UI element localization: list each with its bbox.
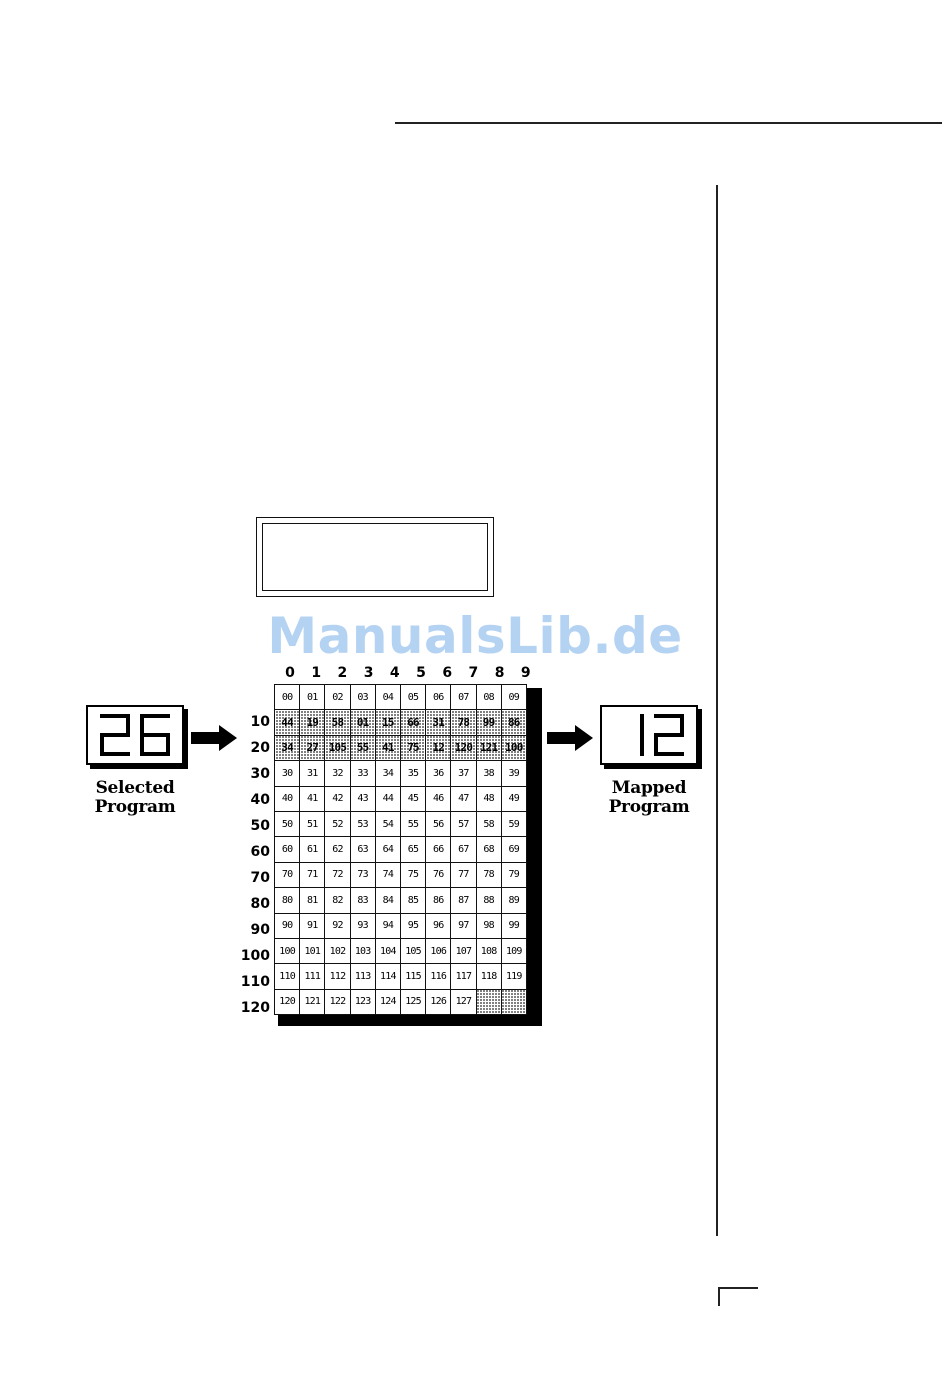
grid-cell: 44 <box>375 786 400 811</box>
grid-cell: 52 <box>325 811 350 836</box>
grid-cell: 74 <box>375 862 400 887</box>
page-corner-mark <box>718 1287 758 1289</box>
grid-cell: 59 <box>501 811 526 836</box>
grid-cell: 41 <box>375 735 400 760</box>
grid-cell: 79 <box>501 862 526 887</box>
grid-cell: 92 <box>325 913 350 938</box>
grid-cell <box>476 989 501 1014</box>
grid-row <box>275 989 527 1014</box>
grid-cell: 86 <box>501 710 526 735</box>
grid-row <box>275 786 527 811</box>
grid-row <box>275 862 527 887</box>
grid-row-header: 30 <box>250 766 270 782</box>
grid-cell: 32 <box>325 761 350 786</box>
grid-cell: 31 <box>300 761 325 786</box>
grid-row-header: 50 <box>250 818 270 834</box>
grid-row <box>275 761 527 786</box>
mapped-program-digits <box>602 707 696 763</box>
grid-cell: 116 <box>426 964 451 989</box>
grid-cell: 76 <box>426 862 451 887</box>
header-rule <box>395 122 942 124</box>
grid-cell: 86 <box>426 888 451 913</box>
grid-cell: 117 <box>451 964 476 989</box>
page-corner-mark-vertical <box>718 1287 720 1306</box>
margin-rule <box>716 185 718 1236</box>
grid-cell: 02 <box>325 685 350 710</box>
grid-column-header: 4 <box>389 665 400 681</box>
grid-cell: 31 <box>426 710 451 735</box>
grid-row-header: 60 <box>250 844 270 860</box>
grid-cell: 49 <box>501 786 526 811</box>
grid-cell: 90 <box>275 913 300 938</box>
grid-cell: 71 <box>300 862 325 887</box>
grid-cell: 54 <box>375 811 400 836</box>
grid-cell: 65 <box>400 837 425 862</box>
grid-row-header: 80 <box>250 896 270 912</box>
selected-caption-line2: Program <box>94 797 176 817</box>
grid-cell: 01 <box>350 710 375 735</box>
grid-cell: 120 <box>275 989 300 1014</box>
grid-cell: 68 <box>476 837 501 862</box>
grid-cell <box>501 989 526 1014</box>
grid-cell: 61 <box>300 837 325 862</box>
grid-cell: 00 <box>275 685 300 710</box>
mapped-caption-line1: Mapped <box>611 778 687 798</box>
grid-cell: 03 <box>350 685 375 710</box>
grid-cell: 127 <box>451 989 476 1014</box>
grid-cell: 62 <box>325 837 350 862</box>
grid-cell: 41 <box>300 786 325 811</box>
grid-cell: 110 <box>275 964 300 989</box>
grid-cell: 115 <box>400 964 425 989</box>
grid-row-header: 70 <box>250 870 270 886</box>
grid-cell: 84 <box>375 888 400 913</box>
grid-cell: 50 <box>275 811 300 836</box>
grid-column-header: 2 <box>337 665 348 681</box>
grid-row-header: 10 <box>250 714 270 730</box>
grid-cell: 111 <box>300 964 325 989</box>
grid-cell: 85 <box>400 888 425 913</box>
grid-cell: 30 <box>275 761 300 786</box>
grid-cell: 40 <box>275 786 300 811</box>
grid-cell: 93 <box>350 913 375 938</box>
grid-cell: 126 <box>426 989 451 1014</box>
grid-row <box>275 710 527 735</box>
lcd-display-screen <box>262 523 488 591</box>
grid-row <box>275 811 527 836</box>
grid-cell: 42 <box>325 786 350 811</box>
grid-cell: 107 <box>451 938 476 963</box>
grid-cell: 91 <box>300 913 325 938</box>
grid-cell: 67 <box>451 837 476 862</box>
grid-cell: 123 <box>350 989 375 1014</box>
grid-cell: 109 <box>501 938 526 963</box>
grid-cell: 70 <box>275 862 300 887</box>
grid-cell: 99 <box>501 913 526 938</box>
grid-cell: 35 <box>400 761 425 786</box>
grid-cell: 105 <box>400 938 425 963</box>
grid-cell: 99 <box>476 710 501 735</box>
grid-cell: 60 <box>275 837 300 862</box>
mapped-caption-line2: Program <box>608 797 690 817</box>
grid-cell: 43 <box>350 786 375 811</box>
grid-cell: 121 <box>300 989 325 1014</box>
grid-cell: 55 <box>350 735 375 760</box>
grid-column-header: 6 <box>442 665 453 681</box>
grid-row-header: 40 <box>250 792 270 808</box>
grid-cell: 69 <box>501 837 526 862</box>
grid-cell: 07 <box>451 685 476 710</box>
grid-cell: 81 <box>300 888 325 913</box>
arrow-right-icon <box>547 723 597 753</box>
grid-cell: 33 <box>350 761 375 786</box>
grid-cell: 103 <box>350 938 375 963</box>
mapped-program-display <box>600 705 698 765</box>
grid-row <box>275 913 527 938</box>
grid-cell: 44 <box>275 710 300 735</box>
grid-cell: 66 <box>426 837 451 862</box>
grid-cell: 73 <box>350 862 375 887</box>
mapped-program-caption <box>584 779 714 817</box>
grid-cell: 125 <box>400 989 425 1014</box>
grid-cell: 45 <box>400 786 425 811</box>
grid-row-header: 110 <box>240 974 270 990</box>
grid-cell: 78 <box>451 710 476 735</box>
grid-cell: 83 <box>350 888 375 913</box>
grid-cell: 102 <box>325 938 350 963</box>
grid-row <box>275 735 527 760</box>
grid-cell: 09 <box>501 685 526 710</box>
grid-row-header: 120 <box>240 1000 270 1016</box>
grid-cell: 46 <box>426 786 451 811</box>
grid-column-header: 8 <box>494 665 505 681</box>
grid-cell: 58 <box>476 811 501 836</box>
grid-cell: 51 <box>300 811 325 836</box>
grid-cell: 37 <box>451 761 476 786</box>
selected-program-caption <box>70 779 200 817</box>
grid-cell: 105 <box>325 735 350 760</box>
grid-row <box>275 888 527 913</box>
selected-caption-line1: Selected <box>95 778 175 798</box>
grid-cell: 55 <box>400 811 425 836</box>
grid-cell: 01 <box>300 685 325 710</box>
grid-cell: 77 <box>451 862 476 887</box>
grid-cell: 95 <box>400 913 425 938</box>
grid-cell: 78 <box>476 862 501 887</box>
grid-cell: 80 <box>275 888 300 913</box>
grid-cell: 66 <box>400 710 425 735</box>
grid-cell: 75 <box>400 862 425 887</box>
grid-cell: 112 <box>325 964 350 989</box>
grid-cell: 96 <box>426 913 451 938</box>
grid-cell: 97 <box>451 913 476 938</box>
grid-cell: 120 <box>451 735 476 760</box>
grid-cell: 64 <box>375 837 400 862</box>
grid-cell: 100 <box>501 735 526 760</box>
grid-row-header: 20 <box>250 740 270 756</box>
selected-program-digits <box>88 707 182 763</box>
grid-cell: 04 <box>375 685 400 710</box>
grid-cell: 108 <box>476 938 501 963</box>
grid-cell: 88 <box>476 888 501 913</box>
grid-cell: 89 <box>501 888 526 913</box>
grid-cell: 36 <box>426 761 451 786</box>
grid-cell: 101 <box>300 938 325 963</box>
grid-column-header: 3 <box>363 665 374 681</box>
grid-cell: 63 <box>350 837 375 862</box>
grid-column-header: 0 <box>285 665 295 681</box>
grid-cell: 98 <box>476 913 501 938</box>
grid-cell: 118 <box>476 964 501 989</box>
grid-cell: 87 <box>451 888 476 913</box>
grid-column-header: 5 <box>416 665 426 681</box>
grid-row-header: 100 <box>240 948 270 964</box>
grid-cell: 75 <box>400 735 425 760</box>
grid-column-header: 7 <box>468 665 479 681</box>
grid-cell: 57 <box>451 811 476 836</box>
grid-cell: 94 <box>375 913 400 938</box>
grid-cell: 53 <box>350 811 375 836</box>
grid-row-header: 90 <box>250 922 270 938</box>
grid-column-header: 9 <box>520 665 531 681</box>
grid-cell: 34 <box>375 761 400 786</box>
program-map-grid <box>274 684 527 1015</box>
grid-cell: 104 <box>375 938 400 963</box>
grid-cell: 05 <box>400 685 425 710</box>
grid-cell: 19 <box>300 710 325 735</box>
grid-row <box>275 964 527 989</box>
grid-cell: 124 <box>375 989 400 1014</box>
grid-cell: 121 <box>476 735 501 760</box>
grid-cell: 15 <box>375 710 400 735</box>
grid-cell: 56 <box>426 811 451 836</box>
grid-cell: 48 <box>476 786 501 811</box>
grid-cell: 82 <box>325 888 350 913</box>
grid-cell: 106 <box>426 938 451 963</box>
grid-column-header: 1 <box>311 665 322 681</box>
grid-cell: 38 <box>476 761 501 786</box>
grid-cell: 58 <box>325 710 350 735</box>
grid-cell: 113 <box>350 964 375 989</box>
grid-row <box>275 685 527 710</box>
grid-cell: 12 <box>426 735 451 760</box>
watermark: ManualsLib.de <box>267 607 683 665</box>
grid-cell: 34 <box>275 735 300 760</box>
grid-cell: 100 <box>275 938 300 963</box>
grid-row <box>275 938 527 963</box>
grid-cell: 06 <box>426 685 451 710</box>
grid-cell: 27 <box>300 735 325 760</box>
grid-cell: 47 <box>451 786 476 811</box>
selected-program-display <box>86 705 184 765</box>
grid-cell: 39 <box>501 761 526 786</box>
grid-cell: 114 <box>375 964 400 989</box>
grid-row <box>275 837 527 862</box>
grid-cell: 119 <box>501 964 526 989</box>
grid-cell: 08 <box>476 685 501 710</box>
grid-cell: 122 <box>325 989 350 1014</box>
grid-cell: 72 <box>325 862 350 887</box>
